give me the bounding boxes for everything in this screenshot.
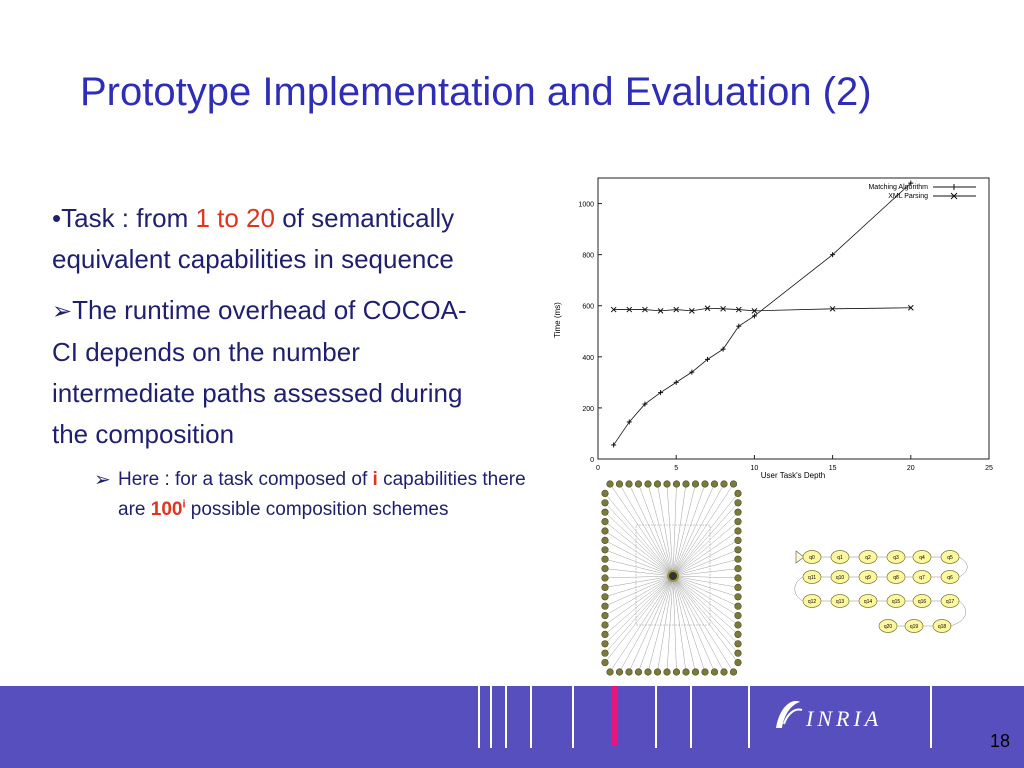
bullet-overhead-text: The runtime overhead of COCOA-CI depends on the number intermediate paths assessed during the composition	[52, 295, 467, 449]
graph-node	[735, 650, 742, 657]
state-node-label: q1	[837, 555, 843, 561]
footer-divider	[490, 686, 492, 748]
data-point	[674, 380, 679, 385]
graph-node	[735, 556, 742, 563]
x-tick-label: 10	[750, 465, 759, 472]
graph-node	[602, 509, 609, 516]
graph-node	[645, 669, 652, 676]
graph-node	[602, 584, 609, 591]
state-node-label: q9	[865, 575, 871, 581]
state-node-label: q13	[835, 599, 845, 605]
y-tick-label: 800	[582, 252, 594, 260]
y-tick-label: 1000	[578, 201, 594, 209]
composition-graph-chain	[790, 543, 975, 643]
bullet-here-i: i	[372, 469, 378, 490]
chain-graph	[795, 551, 968, 633]
y-tick-label: 400	[582, 354, 594, 362]
footer-divider	[748, 686, 750, 748]
arrow-bullet-icon: ➢	[52, 298, 73, 325]
graph-node	[626, 481, 633, 488]
footer-band	[0, 686, 1024, 768]
graph-node	[735, 565, 742, 572]
bullet-task-suffix: of semantically equivalent capabilities in sequence	[52, 203, 455, 274]
graph-node	[721, 669, 728, 676]
footer-divider	[930, 686, 932, 748]
graph-node	[735, 509, 742, 516]
legend	[868, 184, 976, 200]
footer-divider	[655, 686, 657, 748]
graph-node	[735, 603, 742, 610]
state-node-label: q4	[919, 555, 925, 561]
series-group	[611, 181, 913, 448]
plot-frame	[598, 178, 989, 459]
footer-accent-bar	[612, 686, 618, 746]
state-node-label: q7	[919, 575, 925, 581]
state-node-label: q12	[807, 599, 817, 605]
graph-node	[664, 669, 671, 676]
graph-node	[602, 659, 609, 666]
graph-node	[735, 612, 742, 619]
x-axis-label: User Task's Depth	[760, 471, 826, 480]
graph-node	[735, 594, 742, 601]
x-tick-label: 5	[674, 465, 679, 472]
state-node-label: q15	[891, 599, 901, 605]
graph-node	[735, 575, 742, 582]
graph-node	[683, 669, 690, 676]
graph-node	[602, 641, 609, 648]
graph-node	[735, 584, 742, 591]
graph-node	[602, 612, 609, 619]
graph-node	[602, 500, 609, 507]
runtime-chart	[548, 170, 998, 480]
graph-node	[602, 603, 609, 610]
graph-node	[607, 669, 614, 676]
graph-node	[673, 669, 680, 676]
x-tick-label: 25	[985, 465, 993, 472]
bullet-here-text1: Here : for a task composed of	[118, 469, 373, 490]
data-point	[736, 324, 741, 329]
y-axis-label: Time (ms)	[553, 302, 562, 338]
graph-node	[607, 481, 614, 488]
state-node-label: q11	[808, 575, 816, 581]
bullet-here	[94, 465, 532, 525]
state-node-label: q20	[883, 624, 893, 630]
state-node-label: q10	[835, 575, 845, 581]
x-tick-label: 0	[596, 465, 600, 472]
state-node-label: q18	[937, 624, 947, 630]
footer-divider	[690, 686, 692, 748]
y-tick-label: 200	[582, 405, 594, 413]
graph-node	[602, 650, 609, 657]
graph-node	[735, 641, 742, 648]
bullet-overhead	[52, 290, 472, 455]
state-node-label: q19	[909, 624, 919, 630]
state-node-label: q5	[947, 555, 953, 561]
graph-node	[654, 481, 661, 488]
data-point	[611, 442, 616, 447]
graph-node	[602, 631, 609, 638]
bullet-here-sup: i	[182, 498, 186, 511]
graph-node	[645, 481, 652, 488]
graph-node	[616, 481, 623, 488]
graph-node	[602, 622, 609, 629]
graph-node	[692, 481, 699, 488]
bullet-list	[52, 198, 532, 525]
series-line	[614, 183, 911, 445]
state-node-label: q2	[865, 555, 871, 561]
graph-node	[683, 481, 690, 488]
graph-node	[664, 481, 671, 488]
graph-node	[735, 631, 742, 638]
state-node-label: q3	[893, 555, 899, 561]
graph-node	[635, 669, 642, 676]
legend-matching-label: Matching Algorithm	[868, 184, 928, 191]
graph-node	[654, 669, 661, 676]
graph-node	[735, 537, 742, 544]
x-ticks	[596, 455, 993, 472]
graph-node	[602, 565, 609, 572]
y-tick-label: 600	[582, 303, 594, 311]
legend-xml-label: XML Parsing	[888, 193, 928, 200]
slide-title: Prototype Implementation and Evaluation (2)	[80, 70, 872, 114]
graph-node	[602, 490, 609, 497]
inria-logo-icon	[770, 694, 804, 734]
graph-node	[721, 481, 728, 488]
graph-node	[602, 528, 609, 535]
footer-divider	[530, 686, 532, 748]
x-tick-label: 20	[906, 465, 915, 472]
graph-node	[735, 659, 742, 666]
state-node-label: q16	[917, 599, 927, 605]
state-node-label: q0	[809, 555, 815, 561]
center-node	[668, 571, 678, 581]
bullet-here-100: 100	[150, 499, 183, 520]
graph-node	[735, 518, 742, 525]
graph-node	[602, 518, 609, 525]
graph-node	[602, 537, 609, 544]
graph-node	[730, 481, 737, 488]
inria-logo	[770, 694, 915, 736]
footer-divider	[505, 686, 507, 748]
state-node-label: q8	[893, 575, 899, 581]
graph-node	[735, 500, 742, 507]
y-tick-label: 0	[590, 457, 594, 464]
graph-node	[692, 669, 699, 676]
arrow-bullet-icon: ➢	[94, 469, 111, 491]
graph-node	[735, 622, 742, 629]
footer-divider	[572, 686, 574, 748]
graph-node	[616, 669, 623, 676]
bullet-task	[52, 198, 532, 280]
graph-node	[702, 481, 709, 488]
footer-divider	[478, 686, 480, 748]
inria-logo-text: INRIA	[806, 706, 883, 731]
graph-node	[602, 556, 609, 563]
graph-node	[702, 669, 709, 676]
state-node-label: q6	[947, 575, 953, 581]
bullet-task-prefix: •Task : from	[52, 203, 196, 233]
graph-node	[602, 594, 609, 601]
graph-node	[735, 490, 742, 497]
graph-node	[635, 481, 642, 488]
bullet-here-text2: capabilities there are	[118, 469, 526, 520]
graph-node	[730, 669, 737, 676]
graph-node	[626, 669, 633, 676]
composition-graph-star	[598, 480, 743, 680]
state-node-label: q14	[863, 599, 873, 605]
graph-node	[735, 547, 742, 554]
graph-node	[711, 481, 718, 488]
state-node-label: q17	[945, 599, 955, 605]
bullet-here-text3: possible composition schemes	[185, 499, 449, 520]
page-number: 18	[989, 731, 1010, 751]
x-tick-label: 15	[828, 465, 837, 472]
graph-node	[602, 547, 609, 554]
graph-node	[602, 575, 609, 582]
graph-node	[711, 669, 718, 676]
graph-node	[735, 528, 742, 535]
bullet-task-range: 1 to 20	[195, 203, 275, 233]
data-point	[721, 347, 726, 352]
graph-node	[673, 481, 680, 488]
